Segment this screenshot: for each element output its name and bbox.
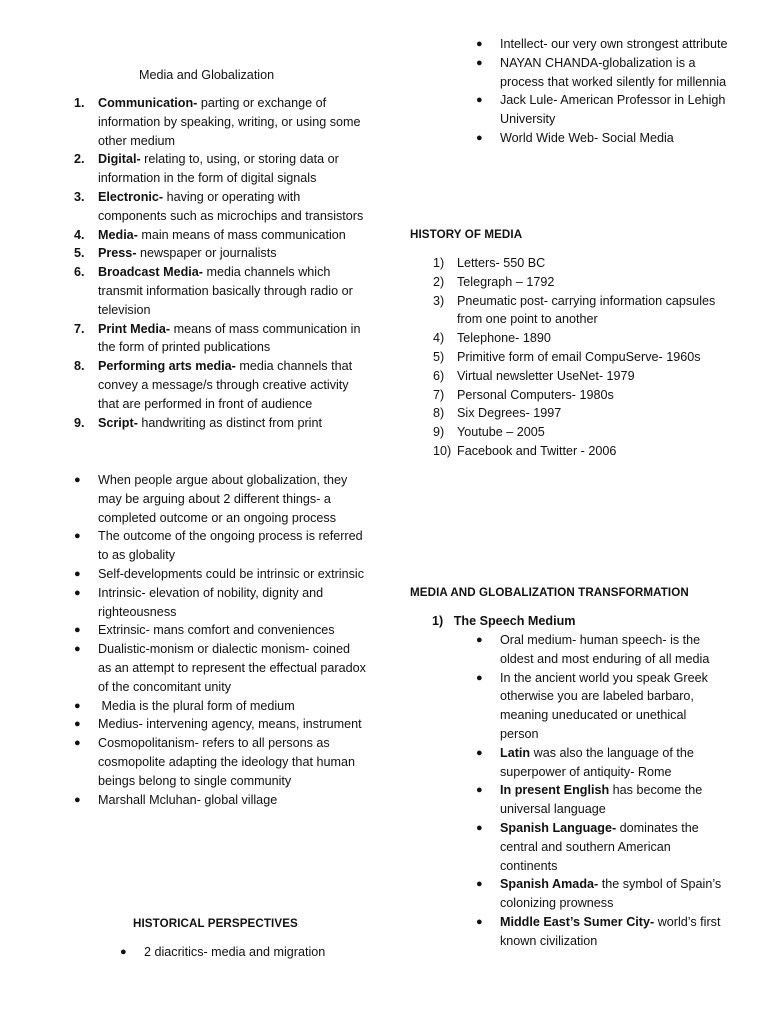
bullet-icon: ● <box>74 567 81 580</box>
bullet-icon: ● <box>476 38 483 50</box>
globalization-bullets <box>74 471 366 809</box>
bullet-icon: ● <box>476 784 483 797</box>
list-item: 6) Virtual newsletter UseNet- 1979 <box>433 368 635 383</box>
definitions-list <box>74 94 368 432</box>
list-item: 1) Letters- 550 BC <box>433 256 546 270</box>
list-item: 3) Pneumatic post- carrying information capsules from one point to another <box>433 293 716 327</box>
list-item: ● NAYAN CHANDA-globalization is a process that worked silently for millennia <box>476 55 727 89</box>
list-item: ● The outcome of the ongoing process is referred to as globality <box>74 529 363 563</box>
page-title: Media and Globalization <box>139 68 275 82</box>
list-item: 5) Primitive form of email CompuServe- 1960s <box>433 349 701 364</box>
list-item: 2) Telegraph – 1792 <box>433 274 555 289</box>
list-item: ● Media is the plural form of medium <box>98 697 366 716</box>
right-top-bullets <box>476 35 730 148</box>
list-item: 6. Broadcast Media- media channels which transmit information basically through radio or television <box>74 265 353 317</box>
list-item: 5. Press- newspaper or journalists <box>74 246 277 261</box>
list-item: 8) Six Degrees- 1997 <box>433 406 562 421</box>
list-item: ● Middle East’s Sumer City- world’s first known civilization <box>476 914 721 948</box>
list-item: ● Self-developments could be intrinsic or extrinsic <box>98 565 366 584</box>
list-item: ● Intellect- our very own strongest attribute <box>500 35 730 54</box>
bullet-icon: ● <box>74 530 81 543</box>
list-item: ● World Wide Web- Social Media <box>500 129 730 148</box>
list-item: ● When people argue about globalization, they may be arguing about 2 different things- a completed outcome or an ongoing process <box>74 473 348 525</box>
list-item: ● Marshall Mcluhan- global village <box>98 791 366 810</box>
list-item: ● Medius- intervening agency, means, instrument <box>98 715 366 734</box>
list-item: 4) Telephone- 1890 <box>433 331 551 346</box>
list-item: 7. Print Media- means of mass communication in the form of printed publications <box>74 321 361 355</box>
bullet-icon: ● <box>476 131 483 144</box>
bullet-icon: ● <box>74 718 81 731</box>
list-item: ● Latin was also the language of the superpower of antiquity- Rome <box>476 745 694 779</box>
speech-medium-subheading: 1) The Speech Medium <box>432 614 576 628</box>
list-item: ● Spanish Language- dominates the central and southern American continents <box>476 820 699 873</box>
list-item: ● 2 diacritics- media and migration <box>144 943 374 962</box>
bullet-icon: ● <box>74 737 81 750</box>
historical-perspectives-list <box>120 943 374 962</box>
list-item: ● Dualistic-monism or dialectic monism- coined as an attempt to represent the effectual paradox of the concomitant unity <box>74 642 366 694</box>
transformation-heading: MEDIA AND GLOBALIZATION TRANSFORMATION <box>410 586 689 599</box>
list-item: 9. Script- handwriting as distinct from print <box>74 415 322 430</box>
list-item: 4. Media- main means of mass communication <box>74 227 346 242</box>
list-item: 10) Facebook and Twitter - 2006 <box>433 443 617 458</box>
list-item: 3. Electronic- having or operating with components such as microchips and transistors <box>74 189 364 223</box>
historical-perspectives-heading: HISTORICAL PERSPECTIVES <box>133 917 298 930</box>
list-item: 9) Youtube – 2005 <box>433 425 545 440</box>
list-item: ● Extrinsic- mans comfort and conveniences <box>98 621 366 640</box>
bullet-icon: ● <box>476 671 483 684</box>
history-of-media-list <box>433 254 737 461</box>
bullet-icon: ● <box>74 643 81 656</box>
speech-medium-list <box>476 631 726 951</box>
list-item: ● Jack Lule- American Professor in Lehigh University <box>476 93 726 127</box>
bullet-icon: ● <box>476 94 483 107</box>
bullet-icon: ● <box>476 878 483 891</box>
list-item: 2. Digital- relating to, using, or storing data or information in the form of digital signals <box>74 152 339 186</box>
list-item: 8. Performing arts media- media channels that convey a message/s through creative activity that are performed in front of audience <box>74 359 353 411</box>
bullet-icon: ● <box>74 586 81 599</box>
list-item: ● Cosmopolitanism- refers to all persons as cosmopolite adapting the ideology that human beings belong to single community <box>74 736 355 788</box>
bullet-icon: ● <box>74 474 81 486</box>
bullet-icon: ● <box>476 634 483 646</box>
history-of-media-heading: HISTORY OF MEDIA <box>410 228 523 241</box>
list-item: ● Spanish Amada- the symbol of Spain’s colonizing prowness <box>476 877 722 911</box>
bullet-icon: ● <box>74 699 81 712</box>
bullet-icon: ● <box>476 746 483 759</box>
bullet-icon: ● <box>476 56 483 69</box>
bullet-icon: ● <box>74 793 81 806</box>
bullet-icon: ● <box>476 821 483 834</box>
list-item: ● In present English has become the universal language <box>476 783 703 817</box>
list-item: 1. Communication- parting or exchange of information by speaking, writing, or using some other medium <box>74 96 361 148</box>
list-item: ● Oral medium- human speech- is the oldest and most enduring of all media <box>476 633 710 666</box>
list-item: 7) Personal Computers- 1980s <box>433 387 614 402</box>
bullet-icon: ● <box>120 946 127 958</box>
bullet-icon: ● <box>74 624 81 637</box>
bullet-icon: ● <box>476 915 483 928</box>
list-item: ● Intrinsic- elevation of nobility, dignity and righteousness <box>74 585 324 619</box>
list-item: ● In the ancient world you speak Greek otherwise you are labeled barbaro, meaning uneducated or unethical person <box>476 670 708 741</box>
